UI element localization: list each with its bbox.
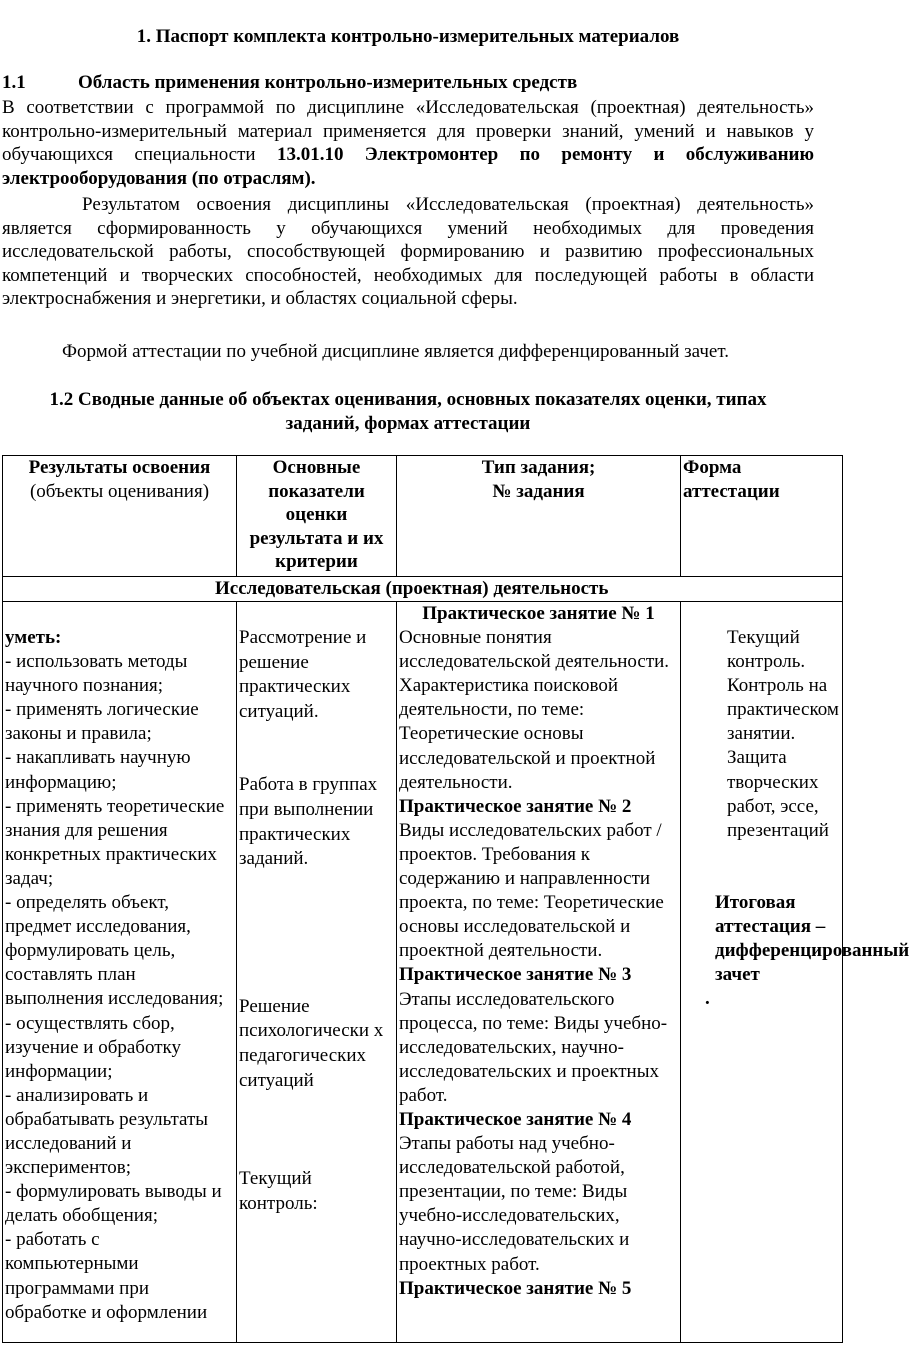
header-results-title: Результаты освоения bbox=[28, 457, 211, 478]
indicator-block: Работа в группах при выполнении практических заданий. bbox=[239, 774, 378, 870]
header-attestation-form: Форма аттестации bbox=[681, 456, 843, 577]
skill-item: - применять логические законы и правила; bbox=[5, 699, 199, 745]
skill-item: - применять теоретические знания для решения конкретных практических задач; bbox=[5, 795, 225, 889]
header-task-type bbox=[397, 456, 681, 577]
attestation-current: Текущий контроль. Контроль на практическом занятии. Защита творческих работ, эссе, презентаций bbox=[727, 627, 839, 841]
skill-item: - анализировать и обрабатывать результаты исследований и экспериментов; bbox=[5, 1084, 209, 1179]
indicators-cell bbox=[237, 602, 397, 1343]
skills-cell bbox=[3, 602, 237, 1343]
attestation-dot: . bbox=[705, 988, 710, 1010]
practice-title: Практическое занятие № 5 bbox=[399, 1277, 632, 1299]
practice-title: Практическое занятие № 1 bbox=[422, 603, 655, 624]
practice-title: Практическое занятие № 4 bbox=[399, 1108, 632, 1130]
section-number: 1.1 bbox=[2, 72, 26, 93]
skill-item: - осуществлять сбор, изучение и обработку информации; bbox=[5, 1012, 181, 1082]
table-body-row bbox=[3, 602, 843, 1343]
attestation-final: Итоговая аттестация – дифференцированный зачет bbox=[715, 891, 909, 986]
header-task-type-line2: № задания bbox=[492, 480, 585, 502]
header-task-type-line1: Тип задания; bbox=[481, 457, 596, 478]
section-row-title: Исследовательская (проектная) деятельность bbox=[3, 577, 843, 602]
skill-item: - формулировать выводы и делать обобщения; bbox=[5, 1181, 222, 1227]
practice-text: Этапы исследовательского процесса, по теме: Виды учебно-исследовательских, научно-исследовательских и проектных работ. bbox=[399, 988, 668, 1106]
header-results bbox=[3, 456, 237, 577]
section-1-2-line1: 1.2 Сводные данные об объектах оценивания, основных показателях оценки, типах bbox=[49, 389, 767, 410]
main-heading: 1. Паспорт комплекта контрольно-измерительных материалов bbox=[136, 26, 680, 47]
attestation-cell bbox=[681, 602, 909, 1343]
skill-item: - работать с компьютерными программами при обработке и оформлении bbox=[5, 1229, 208, 1323]
table-header-row bbox=[3, 456, 843, 577]
task-types-cell bbox=[397, 602, 681, 1343]
skill-item: - использовать методы научного познания; bbox=[5, 651, 188, 697]
header-results-sub: (объекты оценивания) bbox=[29, 480, 210, 502]
paragraph-scope-text: В соответствии с программой по дисциплине «Исследовательская (проектная) деятельность» контрольно-измерительный материал применяется для проверки знаний, умений и навыков у обучающихся специальности bbox=[2, 97, 814, 165]
practice-title: Практическое занятие № 3 bbox=[399, 964, 632, 986]
skills-title: уметь: bbox=[5, 627, 62, 648]
practice-text: Основные понятия исследовательской деятельности. Характеристика поисковой деятельности, по теме: Теоретические основы исследовательской и проектной деятельности. bbox=[399, 627, 670, 793]
indicator-block: Рассмотрение и решение практических ситуаций. bbox=[239, 627, 367, 722]
section-title: Область применения контрольно-измерительных средств bbox=[78, 72, 578, 93]
paragraph-result: Результатом освоения дисциплины «Исследовательская (проектная) деятельность» является сформированность у обучающихся умений необходимых для проведения исследовательской работы, способствующей формированию и развитию профессиональных компетенций и творческих способностей, необходимых для последующей работы в области электроснабжения и энергетики, и областях социальной сферы. bbox=[2, 194, 814, 309]
assessment-table bbox=[2, 455, 909, 1343]
specialty-name: 13.01.10 Электромонтер по ремонту и обслуживанию электрооборудования (по отраслям). bbox=[2, 144, 814, 189]
skill-item: - накапливать научную информацию; bbox=[5, 747, 191, 793]
practice-text: Виды исследовательских работ / проектов. Требования к содержанию и направленности проекта, по теме: Теоретические основы исследовательской и проектной деятельности. bbox=[399, 819, 664, 962]
header-indicators: Основные показатели оценки результата и их критерии bbox=[237, 456, 397, 577]
indicator-block: Решение психологически х педагогических ситуаций bbox=[239, 995, 384, 1091]
section-1-2-line2: заданий, формах аттестации bbox=[285, 412, 531, 434]
skill-item: - определять объект, предмет исследования, формулировать цель, составлять план выполнения исследования; bbox=[5, 892, 224, 1010]
practice-text: Этапы работы над учебно-исследовательской работой, презентации, по теме: Виды учебно-исследовательских, научно-исследовательских и проектных работ. bbox=[399, 1133, 630, 1275]
indicator-block: Текущий контроль: bbox=[239, 1168, 318, 1214]
table-section-row bbox=[3, 577, 843, 602]
paragraph-attestation: Формой аттестации по учебной дисциплине является дифференцированный зачет. bbox=[62, 341, 729, 362]
practice-title: Практическое занятие № 2 bbox=[399, 795, 632, 817]
